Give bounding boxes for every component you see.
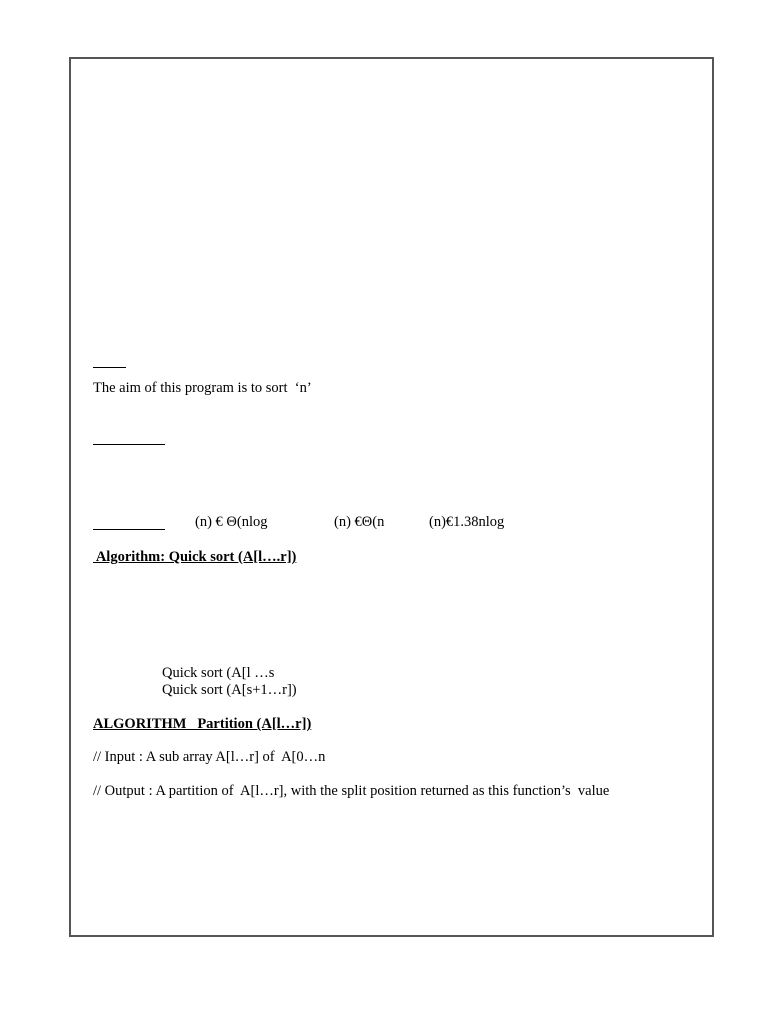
page-border xyxy=(69,57,714,937)
blank-heading-rule-1 xyxy=(93,367,126,368)
blank-heading-rule-2 xyxy=(93,444,165,445)
quicksort-heading: Algorithm: Quick sort (A[l….r]) xyxy=(93,549,297,565)
blank-heading-rule-3 xyxy=(93,529,165,530)
quicksort-call-left: Quick sort (A[l …s xyxy=(162,665,275,681)
partition-heading: ALGORITHM Partition (A[l…r]) xyxy=(93,716,312,732)
quicksort-call-right: Quick sort (A[s+1…r]) xyxy=(162,682,297,698)
partition-output-comment: // Output : A partition of A[l…r], with the split position returned as this function’s value xyxy=(93,783,610,799)
average-case-complexity: (n)€1.38nlog xyxy=(429,514,505,530)
aim-text: The aim of this program is to sort ‘n’ xyxy=(93,380,312,396)
partition-input-comment: // Input : A sub array A[l…r] of A[0…n xyxy=(93,749,326,765)
worst-case-complexity: (n) €Θ(n xyxy=(334,514,385,530)
best-case-complexity: (n) € Θ(nlog xyxy=(195,514,268,530)
